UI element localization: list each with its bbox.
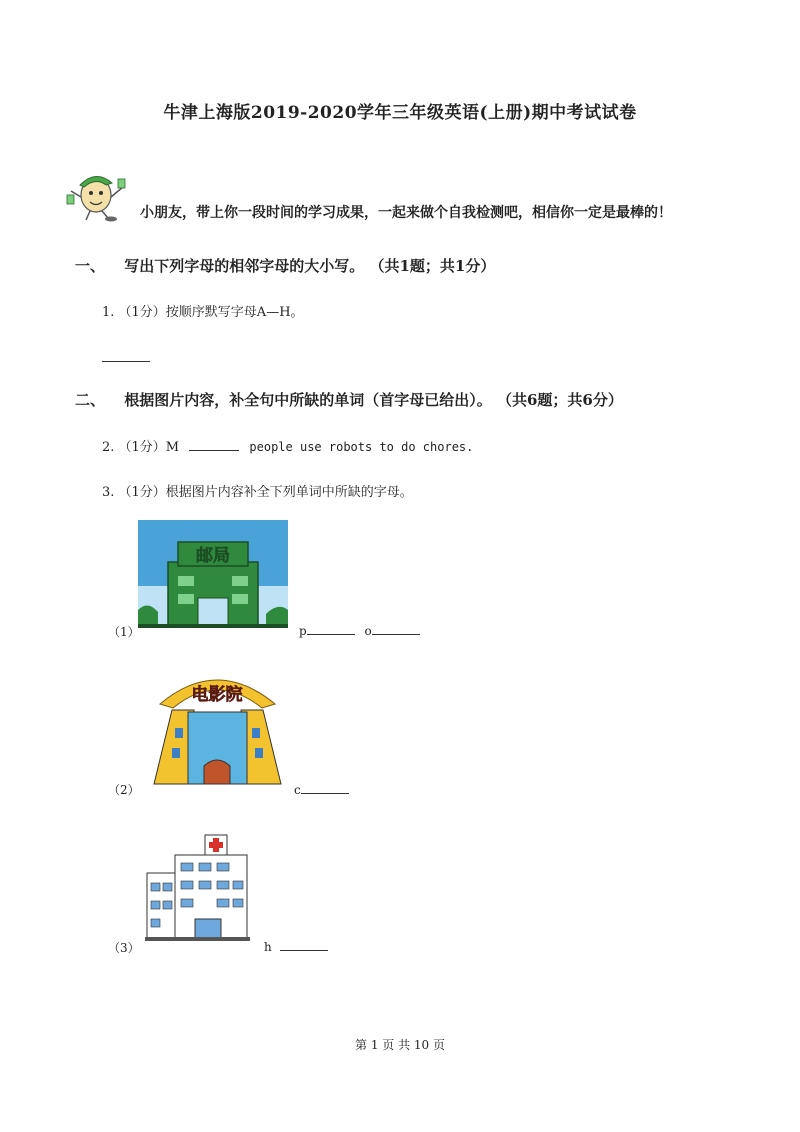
section-1-heading [75,255,495,276]
section-number: 一、 [75,257,106,275]
item-label-2: （2） [108,783,140,797]
post-office-image [138,520,288,630]
post-office-sign: 邮局 [196,546,230,566]
question-2-prefix: 2. （1分）M [102,440,180,455]
section-title: 根据图片内容，补全句中所缺的单词（首字母已给出）。 （共6题；共6分） [124,391,623,409]
section-2-heading [75,389,623,410]
item-2-first-letter: c [294,783,301,797]
page-footer: 第 1 页 共 10 页 [355,1038,445,1052]
section-title: 写出下列字母的相邻字母的大小写。 （共1题；共1分） [124,257,496,275]
item-3-answer [264,940,328,954]
mascot-icon [66,165,128,223]
question-2-suffix: people use robots to do chores. [249,440,474,454]
answer-blank-2[interactable] [189,450,239,451]
question-2 [102,436,473,455]
page-title: 牛津上海版2019-2020学年三年级英语(上册)期中考试试卷 [163,103,637,123]
answer-blank-4[interactable] [301,793,349,794]
answer-blank-5[interactable] [280,950,328,951]
question-1: 1. （1分）按顺序默写字母A—H。 [102,305,304,320]
item-label-1: （1） [108,625,140,639]
answer-blank-1[interactable] [102,361,150,362]
item-2-answer [294,783,349,797]
question-3: 3. （1分）根据图片内容补全下列单词中所缺的字母。 [102,485,413,500]
item-1-answer [299,624,420,638]
hospital-image [145,833,250,943]
cinema-image [150,662,285,787]
item-3-first-letter: h [264,940,272,954]
item-1-second-letter: o [364,624,372,638]
item-1-first-letter: p [299,624,307,638]
item-label-3: （3） [108,941,140,955]
answer-blank-3a[interactable] [307,634,355,635]
cinema-sign: 电影院 [191,685,243,705]
answer-blank-3b[interactable] [372,634,420,635]
intro-text: 小朋友，带上你一段时间的学习成果，一起来做个自我检测吧，相信你一定是最棒的！ [140,205,672,221]
section-number: 二、 [75,391,106,409]
